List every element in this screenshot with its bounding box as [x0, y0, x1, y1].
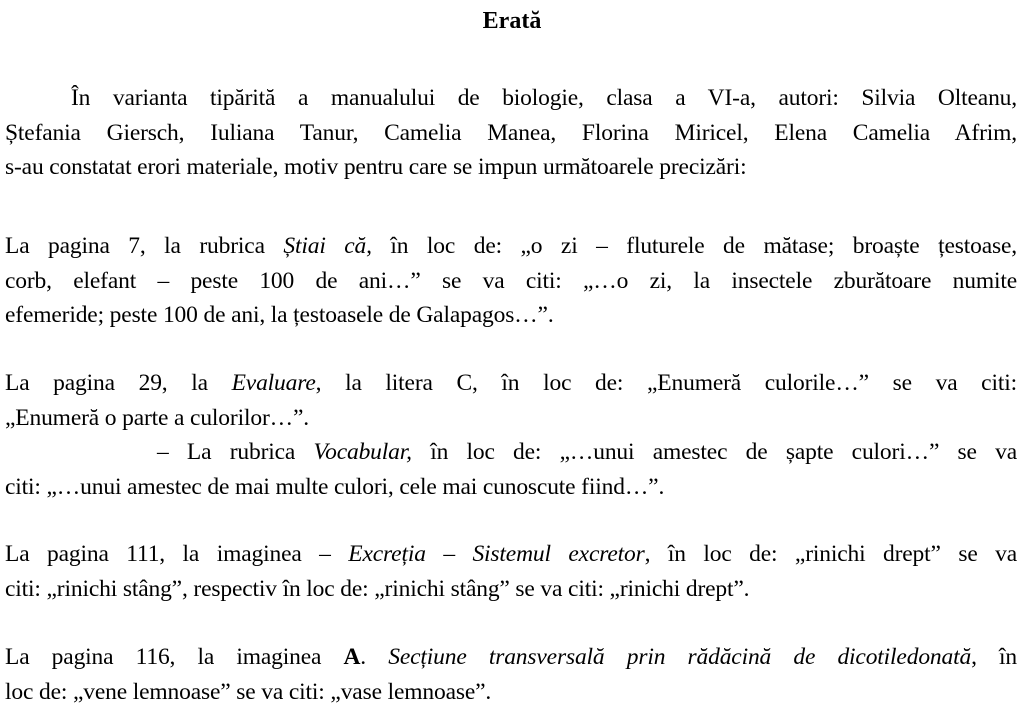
page-116-text-c: , în [971, 644, 1018, 670]
image-label-a: A [343, 644, 361, 670]
intro-line-2: Ștefania Giersch, Iuliana Tanur, Camelia Manea, Florina Miricel, Elena Camelia Afrim, [5, 119, 1017, 146]
section-evaluare: Evaluare [231, 370, 316, 396]
image-excretia: Excreția – Sistemul excretor [348, 541, 645, 567]
intro-line-3: s-au constatat erori materiale, motiv pentru care se impun următoarele precizări: [5, 154, 747, 181]
intro-paragraph [5, 81, 1017, 185]
page-111-line-1 [5, 537, 1017, 572]
page-111-text-a: La pagina 111, la imaginea – [5, 541, 349, 567]
page-29-text-a: La pagina 29, la [5, 370, 232, 396]
intro-line-1: În varianta tipărită a manualului de biologie, clasa a VI-a, autori: Silvia Olteanu, [71, 85, 1017, 111]
rubric-vocabular: Vocabular, [313, 439, 412, 466]
page-111-correction [5, 537, 1017, 606]
page-7-line-2: corb, elefant – peste 100 de ani…” se va citi: „…o zi, la insectele zburătoare numite [5, 267, 1017, 294]
page-7-text-b: în loc de: „o zi – fluturele de mătase; broaște țestoase, [371, 233, 1017, 259]
page-116-line-2: loc de: „vene lemnoase” se va citi: „vase lemnoase”. [5, 678, 492, 705]
page-116-text-b: . [360, 644, 389, 670]
page-116-correction [5, 640, 1017, 709]
page-29-text-c: – La rubrica [157, 439, 314, 466]
page-29-correction [5, 366, 1017, 504]
page-29-line-3 [5, 435, 1017, 470]
page-29-line-2: „Enumeră o parte a culorilor…”. [5, 404, 309, 431]
page-7-line-3: efemeride; peste 100 de ani, la țestoasele de Galapagos…”. [5, 302, 554, 329]
page-7-correction [5, 229, 1017, 333]
page-116-text-a: La pagina 116, la imaginea [5, 644, 344, 670]
page-111-text-b: , în loc de: „rinichi drept” se va [644, 541, 1017, 567]
page-29-text-b: , la litera C, în loc de: „Enumeră culorile…” se va citi: [315, 370, 1017, 396]
page-111-line-2: citi: „rinichi stâng”, respectiv în loc de: „rinichi stâng” se va citi: „rinichi drept”. [5, 575, 750, 602]
page-29-text-d: în loc de: „…unui amestec de șapte culori…” se va [411, 439, 1017, 466]
page-title: Erată [482, 8, 542, 34]
rubric-stiai-ca: Știai că, [283, 233, 372, 259]
page-29-line-4: citi: „…unui amestec de mai multe culori, cele mai cunoscute fiind…”. [5, 473, 665, 500]
page-7-text-a: La pagina 7, la rubrica [5, 233, 284, 259]
page-7-line-1 [5, 229, 1017, 264]
page-29-line-1 [5, 366, 1017, 401]
image-sectiune: Secțiune transversală prin rădăcină de dicotiledonată [388, 644, 972, 670]
page-116-line-1 [5, 640, 1017, 675]
